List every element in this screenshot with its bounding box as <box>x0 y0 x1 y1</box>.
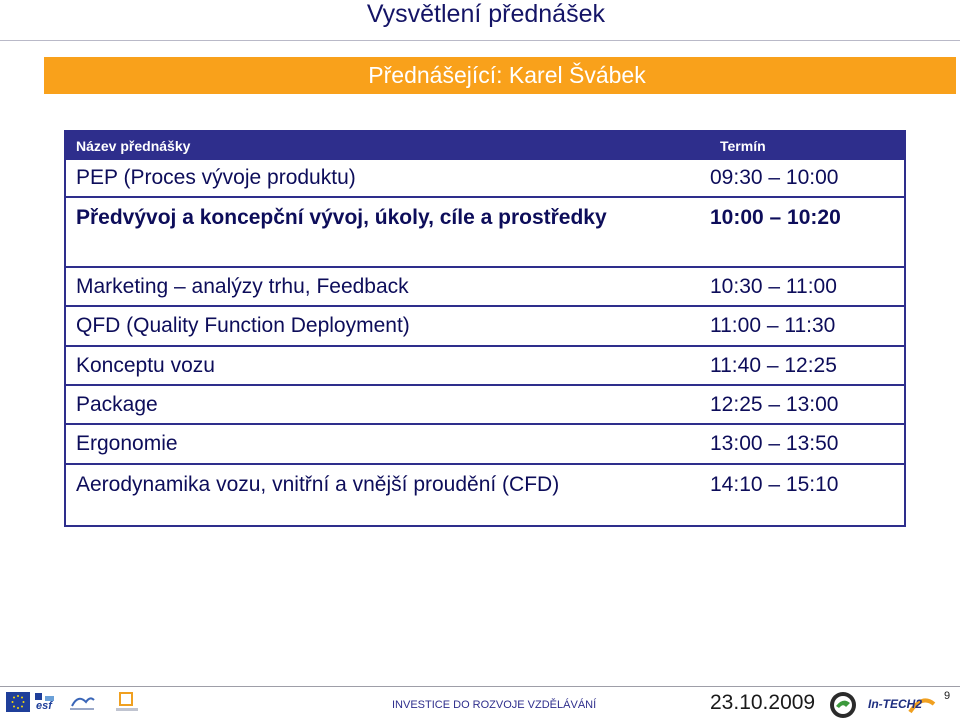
lecture-time: 10:00 – 10:20 <box>710 206 841 229</box>
presenter-banner <box>44 57 956 94</box>
column-header-name: Název přednášky <box>76 138 191 154</box>
footer-divider <box>0 686 960 687</box>
presenter-label: Přednášející: Karel Švábek <box>368 62 646 88</box>
eu-flag-logo <box>6 692 30 712</box>
lecture-name: Aerodynamika vozu, vnitřní a vnější proudění (CFD) <box>76 473 560 496</box>
page-title: Vysvětlení přednášek <box>366 0 605 28</box>
msmt-logo <box>66 692 98 714</box>
lecture-name: PEP (Proces vývoje produktu) <box>76 166 356 189</box>
lecture-name: QFD (Quality Function Deployment) <box>76 314 410 337</box>
table-row <box>66 268 904 307</box>
table-row <box>66 347 904 386</box>
page-number: 9 <box>944 690 951 702</box>
lecture-time: 13:00 – 13:50 <box>710 432 839 455</box>
lecture-time: 10:30 – 11:00 <box>710 274 837 298</box>
table-header <box>66 132 904 160</box>
footer-date: 23.10.2009 <box>710 691 816 714</box>
esf-label: esf <box>36 700 52 712</box>
esf-logo <box>33 691 57 713</box>
lecture-time: 09:30 – 10:00 <box>710 166 839 189</box>
lecture-name: Konceptu vozu <box>76 353 215 377</box>
table-row <box>66 386 904 425</box>
lecture-name: Marketing – analýzy trhu, Feedback <box>76 274 409 298</box>
table-row <box>66 425 904 465</box>
table-row <box>66 160 904 198</box>
in-tech2-label: In-TECH2 <box>868 697 922 711</box>
lecture-time: 14:10 – 15:10 <box>710 473 839 496</box>
lecture-name: Ergonomie <box>76 432 178 455</box>
lecture-time: 12:25 – 13:00 <box>710 392 839 416</box>
table-row <box>66 307 904 347</box>
lecture-name: Package <box>76 392 158 416</box>
skoda-logo <box>826 691 860 719</box>
lecture-name: Předvývoj a koncepční vývoj, úkoly, cíle a prostředky <box>76 206 607 229</box>
table-row <box>66 198 904 268</box>
program-label: INVESTICE DO ROZVOJE VZDĚLÁVÁNÍ <box>392 699 597 711</box>
lecture-table <box>64 130 906 527</box>
header-divider <box>0 40 960 41</box>
column-header-time: Termín <box>720 138 766 154</box>
in-tech2-logo <box>866 694 936 716</box>
lecture-time: 11:00 – 11:30 <box>710 314 836 337</box>
lecture-time: 11:40 – 12:25 <box>710 353 837 377</box>
table-row <box>66 465 904 505</box>
op-vk-logo <box>114 691 140 715</box>
